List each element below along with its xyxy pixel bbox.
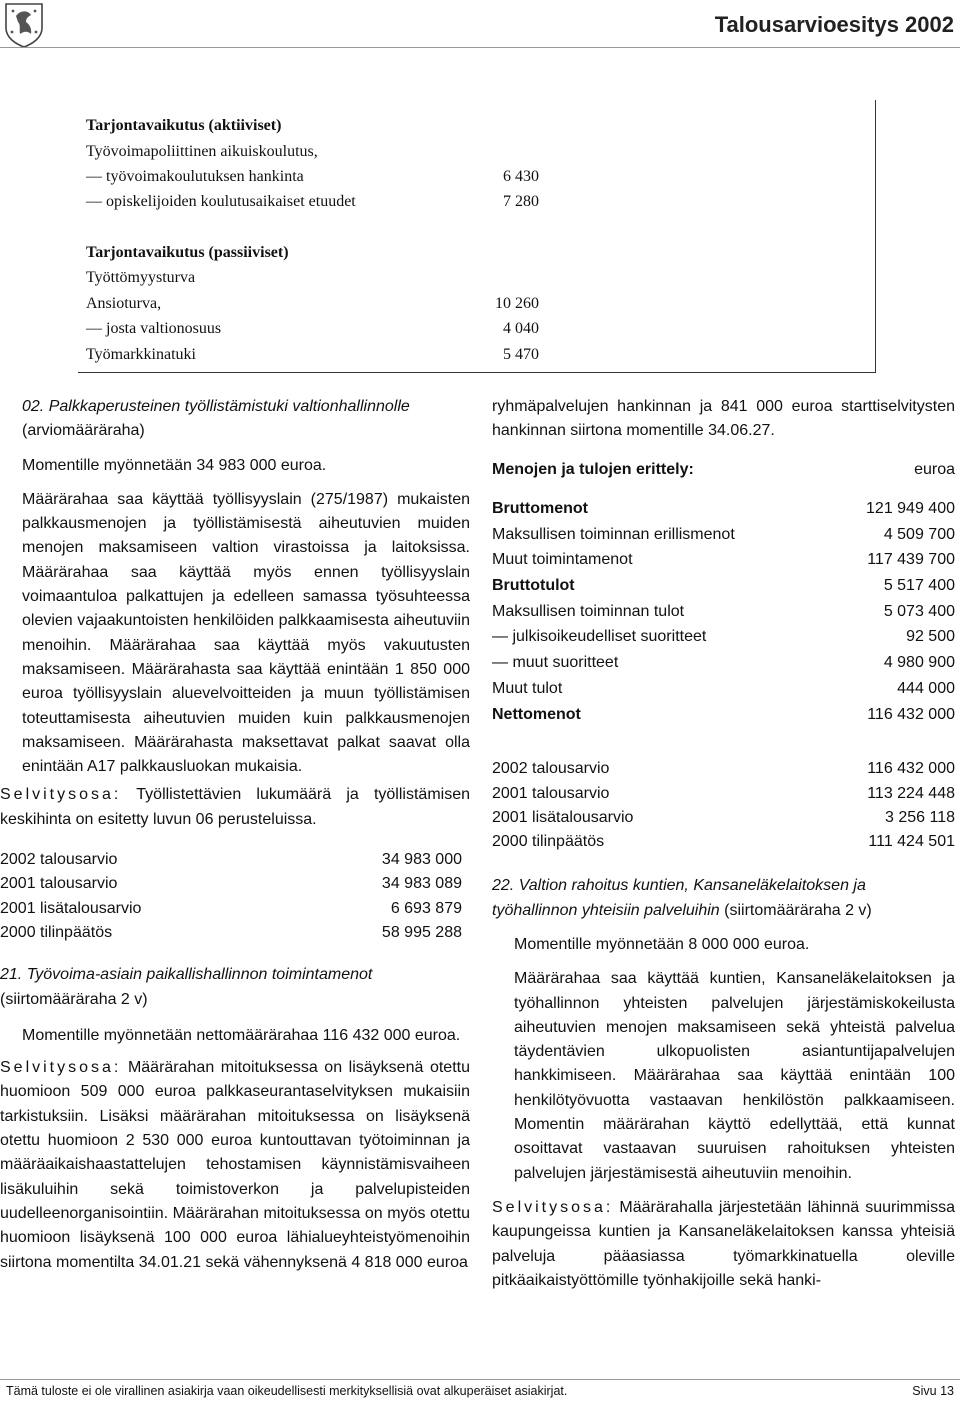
row-label: 2002 talousarvio <box>0 851 118 869</box>
top-table-label: Tarjontavaikutus (aktiiviset) <box>86 117 282 134</box>
breakdown-header <box>492 458 955 482</box>
row-value: 111 424 501 <box>868 833 955 851</box>
row-label: Nettomenot <box>492 705 581 723</box>
section-02-explanation <box>0 783 470 832</box>
footer-disclaimer: Tämä tuloste ei ole virallinen asiakirja vaan oikeudellisesti merkityksellisiä ovat alkuperäiset asiakirjat. <box>6 1384 568 1398</box>
section-02-heading <box>0 395 470 444</box>
row-label: 2001 lisätalousarvio <box>492 808 634 826</box>
top-table-value: 10 260 <box>495 295 539 312</box>
section-22-para-1: Momentille myönnetään 8 000 000 euroa. <box>514 936 810 953</box>
row-label: Muut toimintamenot <box>492 551 633 569</box>
row-value: 34 983 089 <box>381 875 462 893</box>
row-label: 2001 talousarvio <box>0 875 118 893</box>
top-table-label: — josta valtionosuus <box>86 320 222 337</box>
row-label: — muut suoritteet <box>492 654 619 672</box>
header-divider <box>0 47 960 48</box>
table-row <box>492 757 955 781</box>
table-row <box>492 547 955 573</box>
top-table-label: Ansioturva, <box>86 295 162 312</box>
table-row <box>492 624 955 650</box>
table-row <box>492 676 955 702</box>
section-02-title: 02. Palkkaperusteinen työllistämistuki valtionhallinnolle <box>22 398 410 415</box>
top-table-label: Tarjontavaikutus (passiiviset) <box>86 244 289 261</box>
table-row <box>492 830 955 854</box>
row-label: 2002 talousarvio <box>492 760 610 778</box>
section-21-para-2 <box>0 1056 470 1275</box>
row-value: 4 980 900 <box>883 654 955 672</box>
section-22-para-2: Määrärahaa saa käyttää kuntien, Kansaneläkelaitoksen ja työhallinnon yhteisten palvelujen järjestämiskokeilusta aiheutuvien menojen maksamiseen sekä yhteistä palvelua täydentävien ulkopuolisten asiantuntijapalvelujen hankkimiseen. Määrärahaa saa käyttää enintään 100 henkilötyövuotta vastaavan henkilöstön palkkaamiseen. Momentin määrärahan käyttö edellyttää, että kunnat osoittavat vastaavan suuruisen rahoituksen yhteisten palvelujen järjestämisestä aiheutuviin menoihin. <box>514 970 955 1182</box>
selvitysosa-label: Selvitysosa: <box>492 1198 614 1216</box>
table-row <box>0 872 462 896</box>
breakdown-title: Menojen ja tulojen erittely: <box>492 460 694 478</box>
section-21-heading <box>0 963 470 1012</box>
section-22-title: 22. Valtion rahoitus kuntien, Kansaneläkelaitoksen ja työhallinnon yhteisiin palveluihin <box>492 877 866 919</box>
section-21-para-2-text: Määrärahan mitoituksessa on lisäyksenä otettu huomioon 509 000 euroa palkkaseurantaselvityksen mukaisiin tarkistuksiin. Lisäksi määrärahan mitoituksessa on lisäyksenä otettu huomioon 2 530 000 euroa kuntouttavan työtoiminnan ja määräaikaishaastattelujen tehostamisen käynnistämisvaiheen lisäkuluihin sekä toimistoverkon ja palvelupisteiden uudelleenorganisointiin. Määrärahan mitoituksessa on myös otettu huomioon lisäyksenä 100 000 euroa lähialueyhteistyömenoihin siirtona momentilta 34.01.21 sekä vähennyksenä 4 818 000 euroa <box>0 1059 470 1271</box>
row-value: 58 995 288 <box>381 923 462 941</box>
row-value: 5 517 400 <box>883 577 955 594</box>
row-label: Bruttomenot <box>492 499 588 517</box>
row-label: Maksullisen toiminnan tulot <box>492 602 685 620</box>
row-value: 6 693 879 <box>390 899 462 917</box>
section-02-type: (arviomääräraha) <box>22 422 145 440</box>
section-21-para-1: Momentille myönnetään nettomäärärahaa 116 432 000 euroa. <box>22 1026 461 1044</box>
top-table-value: 6 430 <box>503 168 539 185</box>
section-22-explanation-text: Määrärahalla järjestetään lähinnä suurimmissa kaupungeissa kuntien ja Kansaneläkelaitoksen kanssa yhteisiä palveluja pääasiassa työmarkkinatuella oleville pitkäaikaistyöttömille työnhakijoille sekä hanki- <box>492 1198 955 1289</box>
row-label: Muut tulot <box>492 679 563 697</box>
row-label: 2000 tilinpäätös <box>492 833 605 851</box>
row-value: 444 000 <box>897 679 955 697</box>
document-title: Talousarvioesitys 2002 <box>714 12 954 37</box>
section-22-heading <box>492 874 955 923</box>
row-value: 113 224 448 <box>867 784 955 802</box>
top-table-value: 7 280 <box>503 193 539 210</box>
right-column <box>492 395 955 1293</box>
breakdown-unit: euroa <box>914 460 955 478</box>
top-table-label: Työvoimapoliittinen aikuiskoulutus, <box>86 143 318 160</box>
row-value: 121 949 400 <box>866 499 955 517</box>
row-value: 117 439 700 <box>867 551 955 569</box>
coat-of-arms-logo <box>4 2 44 48</box>
section-02-explanation-text: Työllistettävien lukumäärä ja työllistämisen keskihinta on esitetty luvun 06 perusteluissa. <box>0 786 470 828</box>
top-table-label: — työvoimakoulutuksen hankinta <box>86 168 304 185</box>
row-label: 2001 lisätalousarvio <box>0 899 142 917</box>
left-column <box>0 395 470 1275</box>
top-table-label: Työttömyysturva <box>86 269 196 286</box>
row-value: 34 983 000 <box>381 851 462 869</box>
section-21-type: (siirtomääräraha 2 v) <box>0 990 148 1008</box>
section-21-continuation: ryhmäpalvelujen hankinnan ja 841 000 euroa starttiselvitysten hankinnan siirtona momentille 34.06.27. <box>492 398 955 440</box>
section-02-budget-table <box>0 848 470 945</box>
table-row <box>492 496 955 522</box>
row-value: 5 073 400 <box>883 602 955 620</box>
table-row <box>0 897 462 921</box>
row-value: 3 256 118 <box>885 808 955 826</box>
section-22-type: (siirtomääräraha 2 v) <box>724 901 872 919</box>
page-number: Sivu 13 <box>912 1384 954 1398</box>
row-value: 92 500 <box>906 628 955 646</box>
table-row <box>492 702 955 728</box>
row-label: 2001 talousarvio <box>492 784 610 802</box>
row-label: — julkisoikeudelliset suoritteet <box>492 628 707 646</box>
table-row <box>492 782 955 806</box>
table-row <box>492 806 955 830</box>
row-label: Bruttotulot <box>492 577 575 594</box>
breakdown-table <box>492 496 955 727</box>
table-row <box>492 522 955 548</box>
selvitysosa-label: Selvitysosa: <box>0 786 122 804</box>
section-22-explanation <box>492 1196 955 1293</box>
section-02-para-2: Määrärahaa saa käyttää työllisyyslain (275/1987) mukaisten palkkausmenojen ja työllistämisestä aiheutuvien muiden menojen maksamiseen valtion virastoissa ja laitoksissa. Määrärahaa saa käyttää myös ennen työllisyyslain voimaantuloa palkattujen ja edelleen samassa työsuhteessa olevien vajaakuntoisten henkilöiden palkkaamisesta aiheutuviin menoihin. Määrärahaa saa käyttää myös vakuutusten maksamiseen. Määrärahasta saa käyttää enintään 1 850 000 euroa työllisyyslain aluevelvoitteiden ja muun työllistämisen toteuttamisesta aiheutuvien muiden kuin palkkausmenojen maksamiseen. Määrärahasta maksettavat palkat saavat olla enintään A17 palkkausluokan mukaisia. <box>22 490 470 776</box>
table-row <box>0 848 462 872</box>
footer-divider <box>0 1379 960 1380</box>
top-table-label: Työmarkkinatuki <box>86 346 196 363</box>
table-row <box>492 599 955 625</box>
table-row <box>492 650 955 676</box>
section-21-budget-table <box>492 757 955 854</box>
selvitysosa-label: Selvitysosa: <box>0 1059 122 1077</box>
row-value: 4 509 700 <box>883 525 955 543</box>
row-value: 116 432 000 <box>867 760 955 778</box>
top-table-label: — opiskelijoiden koulutusaikaiset etuudet <box>86 193 356 210</box>
row-label: Maksullisen toiminnan erillismenot <box>492 525 735 543</box>
top-table-value: 4 040 <box>503 320 539 337</box>
table-row <box>492 573 955 599</box>
section-02-para-1: Momentille myönnetään 34 983 000 euroa. <box>22 456 327 474</box>
row-label: 2000 tilinpäätös <box>0 923 113 941</box>
top-table-value: 5 470 <box>503 346 539 363</box>
table-row <box>0 921 462 945</box>
section-21-title: 21. Työvoima-asiain paikallishallinnon toimintamenot <box>0 966 373 984</box>
row-value: 116 432 000 <box>867 705 955 723</box>
